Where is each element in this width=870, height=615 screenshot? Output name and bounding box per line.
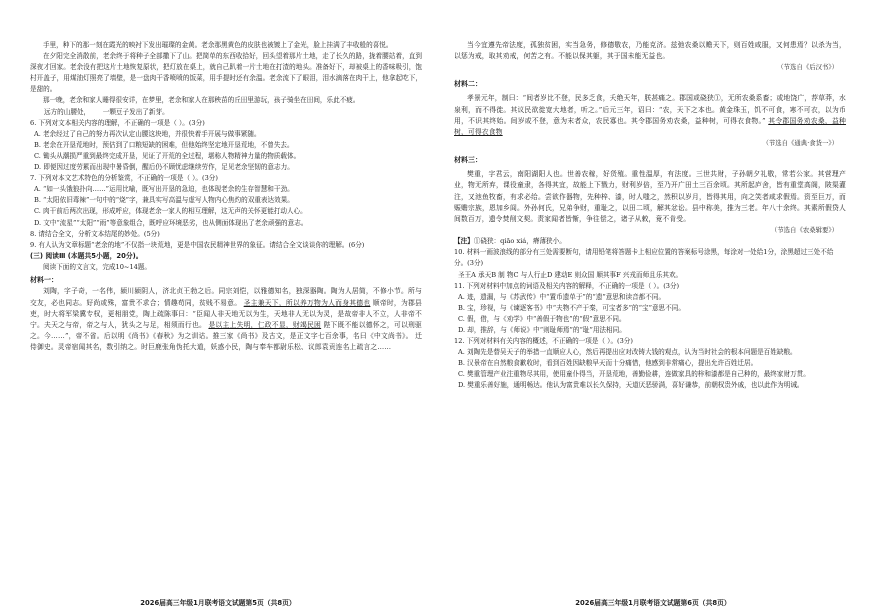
poem-line: 远方的山腰处， 一颗豆子发出了新芽。 xyxy=(44,107,169,116)
continued-line: 当今宜遵先帝法度，孤独贫困，实当急务，修德敬农，乃能克济。兹弛农桑以赡天下，则百姓咸服，又何患焉？以杀为当，以惩为戒，取其劝戒，何苦之有。 xyxy=(454,41,846,61)
question-11-option-b: B. 宝，珍视，与《谏逐客书》中“夫物不产于秦，可宝者多”的“宝”意思不同。 xyxy=(458,303,685,312)
question-6-option-c: C. 锄头从潮损严重到最终完成开垦，见证了开荒的全过程，堪称人物精神力量的物质载体。 xyxy=(34,151,301,160)
material-1-continued xyxy=(454,40,846,62)
question-12-option-b: B. 汉景帝在自然粮食歉收时，看到百姓因缺粮早天而十分痛惜，他感到非常痛心，提出允许百姓迁居。 xyxy=(458,359,758,368)
question-7-stem: 7. 下列对本文艺术特色的分析鉴赏，不正确的一项是（ ）。(3分) xyxy=(30,174,218,183)
question-11-option-a: A. 迹，遗漏，与《苏武传》中“置币遗单于”的“遗”意思和读音都不同。 xyxy=(458,292,666,301)
question-11-option-d: D. 却，推辞，与《师说》中“则耻师焉”的“耻”用法相同。 xyxy=(458,325,626,334)
question-6-option-a: A. 老余经过了自己的努力再次认定山腰这块地，并很快着手开展与做事紧随。 xyxy=(34,129,261,138)
question-8: 8. 请结合全文，分析文本结尾的妙处。(5分) xyxy=(30,229,160,238)
note-label: 【注】 xyxy=(454,237,474,246)
annotation-note xyxy=(454,236,846,247)
material-1-line: 陛下既不能以德怀之，可以刑驱之。今……”，帝不省。后以明《尚书》《春秋》为之训诂。推三家《尚书》及古文，是正文字七百余事，名曰《中文尚书》。 xyxy=(30,321,422,341)
page-footer: 2026届高三年级1月联考语文试题第5页（共8页） xyxy=(140,599,296,607)
page-footer: 2026届高三年级1月联考语文试题第6页（共8页） xyxy=(575,599,731,607)
right-column xyxy=(454,40,846,392)
right-page xyxy=(436,0,870,615)
underlined-phrase: 圣主兼天下，所以养万物为人而身其德也 xyxy=(243,298,371,307)
material-1-line: 迁侍御史。灵帝宿闻其名，数引纳之。时巨鹿张角伪托大道，妖惑小民，陶与奉车都尉乐松、议郎袁贡连名上疏言之…… xyxy=(30,332,423,352)
passage-paragraph: 在夕阳完全消散前，老余终于将种子全部撒下了山。把简单的东西收拾好，回头望着那片土地，走了长久的路，拢着腰站着，直到深夜才回家。老余没有把这片土地恢复原状，把灯放在桌上，就自己趴着一片土地在打渣的地头。准备好下，却被桌上的香味吸引，饱村开盖子，用煤油灯照亮了墙壁，是一盘肉干香喷喷的饭菜，用手提时还有余温。老余流下了眼泪，泪水滴落在肉干上，他拿起吃下，是甜的。 xyxy=(30,52,422,94)
question-6-option-b: B. 老余在开垦荒地时，预估到了口粮短缺的困难，但他始终坚定地开垦荒地，不曾失去。 xyxy=(34,140,294,149)
question-12-option-c: C. 樊重管理产业注重物尽其用，使用童仆得当，开垦荒地，善勤俭耕，连做家具的梓和漆都是自己种的，最终家财万贯。 xyxy=(458,370,810,379)
material-2-line: 孝景元年，制曰：“间者岁比不登，民多乏食，夭绝天年，朕甚痛之。郡国或硗狭①，无所农桑系畜；或地饶广，荐草莽，水泉利，而不得徙。其议民欲徙宽大地者，听之。”后元三年，诏曰：“农，天下之本也。黄金珠玉，饥不可食，寒不可衣，以为币用，不识其终始。间岁或不登，意为末者众，农民寡也。其令郡国务劝农桑，益种树，可得衣食物。” xyxy=(454,94,846,125)
question-12-option-d: D. 樊重乐善好施，通明畅达。他认为富贵难以长久保持，天道厌恶骄满，喜好谦恭，前朝权贵外戚，也以此作为明诫。 xyxy=(458,381,804,390)
question-6-option-d: D. 即便因过度劳累而出现中暑昏倒，醒后仍不顾忧虑继续劳作，足见老余坚韧的意志力。 xyxy=(34,163,294,172)
question-6-stem: 6. 下列对文本相关内容的理解，不正确的一项是（ ）。(3分) xyxy=(30,118,205,127)
section-instructions: 阅读下面的文言文，完成10~14题。 xyxy=(43,263,152,272)
question-9: 9. 有人认为文章标题“老余的地”不仅指一块荒地，更是中国农民精神世界的象征。请结合全文谈谈你的理解。(6分) xyxy=(30,240,365,249)
material-2-text xyxy=(454,93,846,138)
left-column xyxy=(30,40,422,354)
source-note-2: （节选自《通典·食货一》） xyxy=(762,139,838,148)
note-text: ①硗狭：qiāo xiá，瘠薄狭小。 xyxy=(473,237,566,246)
question-7-option-d: D. 文中“流星”“太阳”“雨”等意象组合，既呼应环境恶劣，也从侧面体现出了老余顽强的意志。 xyxy=(34,218,308,227)
source-note-3: （节选自《农桑辑要》） xyxy=(770,226,838,235)
question-7-option-a: A. “如一头饿狼扑向……”运用比喻，既写出开垦的急迫，也体现老余的生存智慧和干劲。 xyxy=(34,185,294,194)
question-10-line: 圣王A 承天B 制 物C 与人行止D 建动E 则众国 顺其事F 兴戎而师且乐其欢。 xyxy=(458,270,683,279)
question-11-stem: 11. 下列对材料中加点的词语及相关内容的解释，不正确的一项是（ ）。(3分) xyxy=(454,281,680,290)
material-1-line: 刘陶，字子奇，一名伟，颍川颍阴人，济北贞王勃之后。同宗刘恺，以雅德知名，独深器陶。陶为人居简，不修小节。所与交友，必也同志。好尚或殊，富贵不求合；情趣苟同，贫贱不易意。 xyxy=(30,287,422,307)
material-3-title: 材料三： xyxy=(454,156,482,165)
passage-paragraph: 手里，种下的那一刻在霞光的映衬下发出璀璨的金黄。老余那黑黄色的皮肤也被镀上了金光，脸上挂满了丰收般的喜悦。 xyxy=(43,41,393,49)
section-title: (三) 阅读Ⅲ (本题共5小题，20分)。 xyxy=(30,251,143,260)
material-1-text xyxy=(30,286,422,353)
material-3-text: 樊重，字君云，南阳湖阳人也。世善农稼，好货殖。重性温厚，有法度。三世共财，子孙朝夕礼敬，常若公家。其营理产业，物无所弃，课役童隶，各得其宜，故能上下戮力，财利岁倍，至乃开广田土三百余顷。其所起庐舍，皆有重堂高阁，陂渠灌注，又池鱼牧畜，有求必给。尝欲作器物，先种梓、漆，时人嗤之，然积以岁月，皆得其用，向之笑者咸求假焉。资至巨万，而赈赡宗族，恩加乡闾。外孙何氏，兄弟争财，重耻之，以田二顷，解其忿讼。县中称美，推为三老。年八十余终。其素所假贷人间数百万，遗令焚削文契。责家闻者皆惭，争往偿之，诸子从敕，竟不肯受。 xyxy=(454,170,846,224)
question-12-stem: 12. 下列对材料有关内容的概述，不正确的一项是（ ）。(3分) xyxy=(454,337,633,346)
continued-line: 不能以保其躯，其于国未能无益也。 xyxy=(558,52,670,61)
source-note-1: （节选自《后汉书》） xyxy=(777,63,838,72)
question-11-option-c: C. 假，借，与《劝学》中“善假于物也”的“假”意思不同。 xyxy=(458,314,626,323)
question-12-option-a: A. 刘陶先是替吴天子的举措一直顺应人心，然后再提出应对改铸大钱的观点，认为当时社会的根本问题是百姓缺粮。 xyxy=(458,348,797,357)
underlined-phrase: 其令郡国务劝农桑，益种树，可得衣食物 xyxy=(454,116,847,137)
question-10-stem: 10. 材料一画波浪线的部分有三处需要断句，请用铅笔将答题卡上相应位置的答案标号涂黑，每涂对一处给1分，涂黑超过三处不给分。(3分) xyxy=(454,248,834,268)
underlined-phrase: 是以主上失明，仁政不显，财竭民困 xyxy=(208,321,322,330)
question-7-option-c: C. 肉干前后两次出现，形成呼应，体现老余一家人的相互理解，这无声的关怀更能打动人心。 xyxy=(34,207,307,216)
material-2-title: 材料二： xyxy=(454,80,482,89)
question-7-option-b: B. “太阳依旧毒辣”一句中的“烧”字，兼具实写高温与虚写人物内心焦灼的双重表达效果。 xyxy=(34,196,294,205)
material-1-title: 材料一： xyxy=(30,276,58,285)
material-1-line: 顺帝时，为郡县吏，时大将军梁冀专权，更相朋党，陶上疏陈事曰：“臣闻人非天地无以为生，天地非人无以为灵，是故帝非人不立，人非帝不宁。夫天之与帝，帝之与人，犹头之与足，相须而行也。 xyxy=(30,298,422,330)
passage-paragraph: 那一晚，老余和家人睡得很安详，在梦里，老余和家人在那秧苗的丘田里游玩，孩子骑坐在田间，乐此不疲。 xyxy=(43,96,360,105)
